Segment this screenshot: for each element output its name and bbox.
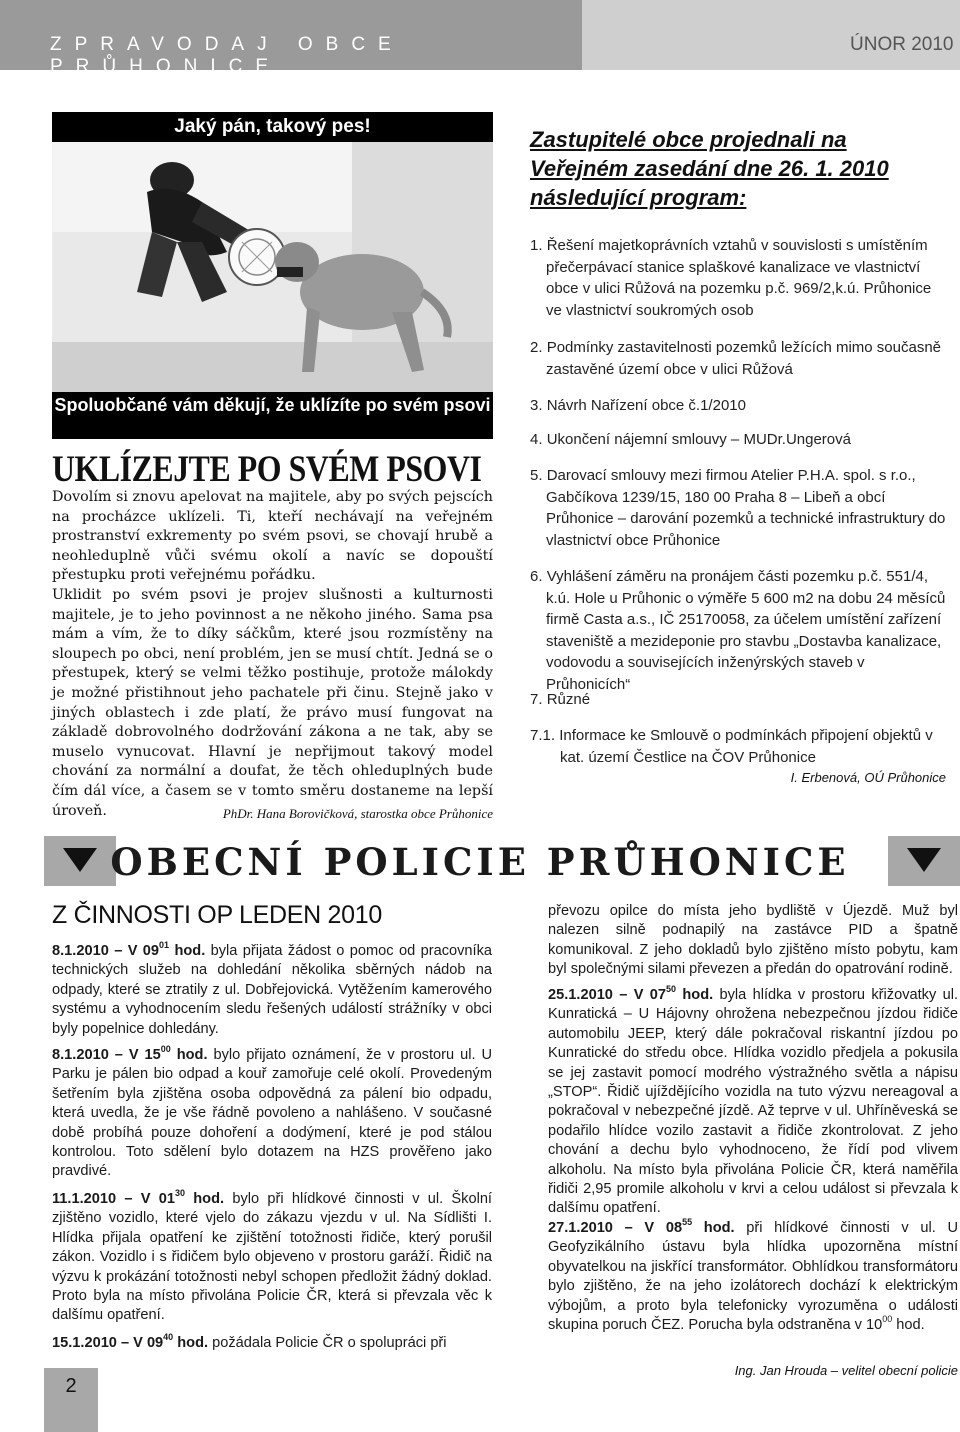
photo-title: Jaký pán, takový pes! [174, 116, 371, 137]
agenda-item [530, 465, 948, 551]
entry-text: bylo přijato oznámení, že v prostoru ul. U Parku je pálen bio odpad a kouř zamořuje celé okolí. Provedeným šetřením byla zjištěna osoba odpovědná za pálení bio odpadu, která uvedla, že je vše řádně povoleno a nahlášeno. V současné době probíhá pouze dohoření a dodýmení, které je pod stálou kontrolou. Toto sdělení bylo dotazem na HZS prověřeno jako pravdivé. [52, 1047, 492, 1180]
agenda-item [530, 395, 948, 417]
entry-minutes: 01 [159, 940, 170, 951]
entry-minutes: 00 [882, 1314, 893, 1325]
entry-date: 15.1.2010 – V 09 [52, 1335, 164, 1351]
entry-text-tail: hod. [892, 1317, 925, 1334]
dog-photo [52, 112, 493, 439]
dog-article-body [52, 488, 493, 821]
entry-date: 8.1.2010 – V 09 [52, 943, 160, 959]
agenda-item-number: 7.1. [530, 727, 556, 744]
agenda-item [530, 689, 948, 711]
entry-text: byla přijata žádost o pomoc od pracovníka technických služeb na dohledání několika sběrných nádob na odpady, které se ztratily z ul. Dobřejovická. Vytěžením kamerového systému a vyhodnocením sledu řešených událostí strážníky v obci byly popelnice dohledány. [52, 943, 492, 1037]
agenda-item [530, 429, 948, 451]
triangle-down-icon [907, 848, 941, 872]
entry-text: při hlídkové činnosti v ul. U Geofyzikálního ústavu byla hlídka upozorněna místní obyvatelkou na jiskřící transformátor. Obhlídkou transformátoru bylo zjištěno, že na jeho izolátorech dochází k elektrickým výbojům, a proto byla telefonicky vyrozuměna o události skupina poruch ČEZ. Porucha byla odstraněna v 10 [548, 1220, 958, 1334]
newsletter-title: ZPRAVODAJ OBCE PRŮHONICE [50, 34, 404, 77]
entry-unit: hod. [185, 1191, 225, 1207]
entry-text: bylo při hlídkové činnosti v ul. Školní zjištěno vozidlo, které vjelo do zákazu vjezdu v ul. Na Sídlišti I. Hlídka přijala opatření ke zjištění totožnosti řidiče, který porušil zákon. Vozidlo i s řidičem bylo objeveno v prostoru garáží. Řidič na výzvu k prokázání totožnosti nebyl schopen předložit žádný doklad. Proto byla na místo přivolána Policie ČR, která si převzala věc k dalšímu opatření. [52, 1191, 492, 1324]
agenda-signature: I. Erbenová, OÚ Průhonice [790, 770, 946, 785]
entry-date: 25.1.2010 – V 07 [548, 987, 667, 1003]
entry-minutes: 00 [160, 1044, 171, 1055]
entry-unit: hod. [169, 943, 206, 959]
agenda-item-number: 1. [530, 237, 543, 254]
agenda-item-number: 5. [530, 467, 543, 484]
entry-minutes: 55 [682, 1217, 693, 1228]
agenda-item-text: Vyhlášení záměru na pronájem části pozemku p.č. 551/4, k.ú. Hole u Průhonic o výměře 5 600 m2 na dobu 24 měsíců firmě Casta a.s., IČ 25170058, za účelem umístění zařízení staveniště a mezideponie pro stavbu „Dostavba kanalizace, vodovodu a souvisejících inženýrských staveb v Průhonicích“ [546, 568, 946, 693]
agenda-item-number: 4. [530, 431, 543, 448]
dog-article-paragraph: Uklidit po svém psovi je projev slušnosti a kulturnosti majitele, je to jeho povinnost a ne někoho jiného. Sama psa mám a vím, že to díky sáčkům, které jsou rozmístěny na sloupech po obci, není problém, jen se musí chtít. Jedná se o přestupek, který se velmi těžko postihuje, protože málokdy je možné přistihnout jeho pachatele při činu. Stejně jako v jiných oblastech i zde platí, že právo musí fungovat na základě dobrovolného dodržování zákona a ne tak, aby se muselo vynucovat. Hlavní je nepřijmout takový model chování za normální a doufat, že těch ohleduplných bude čím dál více, a časem se v tomto směru dostaneme na lepší úroveň. [52, 586, 493, 819]
police-report-heading: Z ČINNOSTI OP LEDEN 2010 [52, 901, 382, 929]
entry-unit: hod. [173, 1335, 209, 1351]
photo-caption: Spoluobčané vám děkují, že uklízíte po svém psovi [54, 395, 491, 415]
police-entry [52, 1334, 492, 1353]
entry-unit: hod. [692, 1220, 735, 1236]
agenda-item-text: Informace ke Smlouvě o podmínkách připojení objektů v kat. území Čestlice na ČOV Průhonice [559, 727, 933, 766]
police-entry-continued [548, 902, 958, 980]
entry-unit: hod. [676, 987, 714, 1003]
entry-text: požádala Policie ČR o spolupráci při [208, 1335, 447, 1351]
agenda-item-number: 6. [530, 568, 543, 585]
agenda-item-text: Návrh Nařízení obce č.1/2010 [546, 397, 746, 414]
police-entry [52, 1046, 492, 1182]
police-signature: Ing. Jan Hrouda – velitel obecní policie [734, 1363, 958, 1378]
dog-photo-illustration [52, 142, 493, 392]
entry-date: 8.1.2010 – V 15 [52, 1047, 161, 1063]
entry-text-continued: převozu opilce do místa jeho bydliště v Újezdě. Muž byl nalezen silně podnapilý na zastávce PID a špatně komunikoval. Z jeho dokladů bylo zjištěno místo pobytu, kam byl společnými silami převezen a předán do opatrování rodině. [548, 903, 958, 978]
entry-date: 27.1.2010 – V 08 [548, 1220, 683, 1236]
issue-date: ÚNOR 2010 [850, 34, 954, 55]
agenda-title: Zastupitelé obce projednali na Veřejném zasedání dne 26. 1. 2010 následující program: [530, 127, 889, 210]
agenda-item [530, 235, 948, 321]
agenda-item [530, 566, 948, 695]
entry-date: 11.1.2010 – V 01 [52, 1191, 175, 1207]
entry-minutes: 40 [163, 1332, 174, 1343]
agenda-item-text: Různé [546, 691, 591, 708]
agenda-item-number: 2. [530, 339, 543, 356]
police-entry [548, 986, 958, 1219]
agenda-item-text: Darovací smlouvy mezi firmou Atelier P.H.A. spol. s r.o., Gabčíkova 1239/15, 180 00 Praha 8 – Libeň a obcí Průhonice – darování pozemků a technické infrastruktury do vlastnictví obce Průhonice [546, 467, 946, 549]
agenda-item [530, 337, 948, 380]
entry-text: byla hlídka v prostoru křižovatky ul. Kunratická – U Hájovny ohrožena nebezpečnou jízdou řidiče automobilu JEEP, který dále pokračoval riskantní jízdou po Kunratické do středu obce. Hlídka vozidlo předjela a pokusila se jej zastavit pomocí modrého výstražného světla a nápisu „STOP“. Řidič ujíždějícího vozidla na tuto výzvu nereagoval a pokračoval v nebezpečné jízdě. Až teprve v ul. Uhříněveská se podařilo hlídce vozilo zastavit a řidiče zkontrolovat. Z jeho chování a dechu bylo vyhodnoceno, že řídí pod vlivem alkoholu. Na místo byla přivolána Policie ČR, která naměřila řidiči 2,95 promile alkoholu v krvi a celou událost si převzala k dalšímu opatření. [548, 987, 959, 1217]
police-entry [52, 942, 492, 1039]
dog-article-signature: PhDr. Hana Borovičková, starostka obce Průhonice [222, 806, 493, 821]
police-entry [548, 1219, 958, 1335]
police-section-banner: OBECNÍ POLICIE PRŮHONICE [110, 840, 850, 884]
dog-article-paragraph: Dovolím si znovu apelovat na majitele, aby po svých pejscích na procházce uklízeli. Ti, kteří nechávají na veřejném prostranství exkrementy po svém psovi, se chovají hrubě a neohleduplně vůči svému okolí a navíc se dopouští přestupku proti veřejnému pořádku. [52, 489, 493, 584]
dog-article-heading: UKLÍZEJTE PO SVÉM PSOVI [52, 449, 482, 490]
agenda-item-number: 3. [530, 397, 543, 414]
header-title-block [0, 0, 582, 77]
police-entry [52, 1190, 492, 1326]
entry-minutes: 50 [666, 984, 677, 995]
entry-minutes: 30 [174, 1188, 185, 1199]
agenda-item-text: Řešení majetkoprávních vztahů v souvislosti s umístěním přečerpávací stanice splaškové kanalizace ve vlastnictví obce v ulici Růžová na pozemku p.č. 969/2,k.ú. Průhonice ve vlastnictví soukromých osob [546, 237, 932, 319]
entry-unit: hod. [170, 1047, 208, 1063]
agenda-item [530, 725, 948, 768]
page-number: 2 [65, 1375, 77, 1397]
agenda-item-text: Podmínky zastavitelnosti pozemků ležících mimo současně zastavěné území obce v ulici Růžová [546, 339, 942, 378]
agenda-item-text: Ukončení nájemní smlouvy – MUDr.Ungerová [546, 431, 851, 448]
banner-right-marker [888, 836, 960, 886]
agenda-item-number: 7. [530, 691, 543, 708]
